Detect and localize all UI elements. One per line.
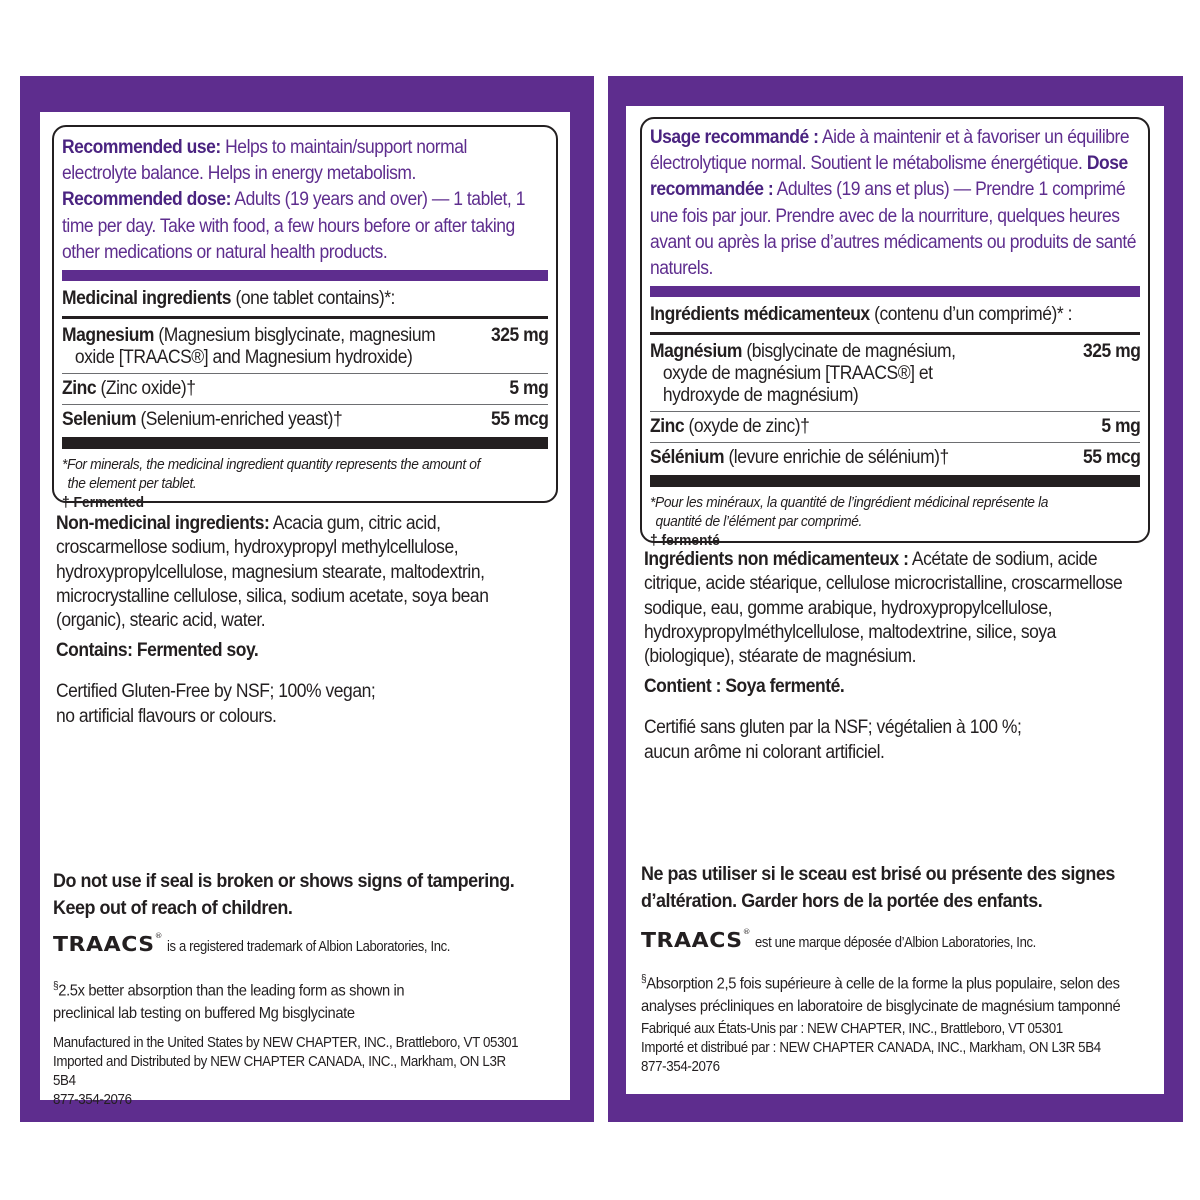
french-label-content — [626, 106, 1164, 1094]
ingredient-source: (Magnesium bisglycinate, magnesium — [154, 325, 436, 347]
english-recommended-use — [62, 135, 545, 266]
trademark-notice — [641, 928, 1067, 952]
heading-rule — [650, 332, 1140, 335]
claim-line: analyses précliniques en laboratoire de bisglycinate de magnésium tamponné — [641, 997, 1121, 1015]
logo-text: TRAACS — [53, 932, 155, 956]
claim-line: preclinical lab testing on buffered Mg bisglycinate — [53, 1004, 355, 1022]
ingredient-source: (oxyde de zinc)† — [684, 416, 810, 438]
table-bottom-rule — [650, 475, 1140, 487]
ingredient-row-zinc — [650, 414, 1140, 440]
fermented-note: † fermenté — [650, 532, 720, 550]
non-medicinal-label: Ingrédients non médicamenteux : — [644, 549, 909, 570]
table-bottom-rule — [62, 437, 548, 449]
certification-statement — [644, 716, 1021, 765]
ingredient-name: Sélénium — [650, 447, 725, 469]
footnote-line: quantité de l’élément par comprimé. — [655, 513, 863, 531]
english-label-panel — [20, 76, 594, 1122]
ingredient-source: (levure enrichie de sélénium)† — [724, 447, 949, 469]
medicinal-heading-bold: Ingrédients médicamenteux — [650, 304, 870, 326]
ingredient-amount: 325 mg — [1082, 341, 1140, 363]
manufacturer-info — [53, 1034, 529, 1110]
traacs-logo — [641, 928, 751, 952]
warning-line: Keep out of reach of children. — [53, 897, 293, 919]
medicinal-ingredients-heading — [62, 287, 545, 311]
medicinal-heading-bold: Medicinal ingredients — [62, 288, 232, 310]
french-non-medicinal-ingredients — [644, 548, 1141, 669]
phone-number: 877-354-2076 — [53, 1092, 132, 1108]
trademark-text: est une marque déposée d’Albion Laboratories, Inc. — [754, 935, 1036, 951]
warning-line: Ne pas utiliser si le sceau est brisé ou présente des signes — [641, 863, 1115, 885]
distributor-line: Importé et distribué par : NEW CHAPTER CANADA, INC., Markham, ON L3R 5B4 — [641, 1040, 1101, 1056]
absorption-claim — [641, 968, 1120, 1018]
mineral-footnote — [62, 455, 545, 493]
ingredient-name: Zinc — [62, 378, 97, 400]
row-divider — [62, 404, 548, 405]
absorption-claim — [53, 975, 404, 1025]
traacs-logo — [53, 932, 163, 956]
medicinal-heading-rest: (contenu d’un comprimé)* : — [869, 304, 1072, 326]
english-label-content — [40, 112, 570, 1108]
manufacturer-info — [641, 1020, 1101, 1077]
medicinal-heading-rest: (one tablet contains)*: — [231, 288, 395, 310]
english-directions-box — [52, 125, 558, 512]
purple-divider — [650, 286, 1140, 297]
claim-line: Absorption 2,5 fois supérieure à celle de la forme la plus populaire, selon des — [646, 975, 1120, 993]
ingredient-row-selenium — [62, 407, 548, 433]
recommended-dose-label: Dose recommandée : — [650, 153, 1128, 201]
purple-divider — [62, 270, 548, 281]
recommended-use-text: Aide à maintenir et à favoriser un équilibre électrolytique normal. Soutient le métabolisme énergétique. — [650, 127, 1130, 175]
footnote-line: the element per tablet. — [67, 475, 197, 493]
french-directions-box — [640, 117, 1150, 550]
medicinal-ingredients-heading — [650, 303, 1137, 327]
ingredient-row-magnesium — [62, 323, 548, 371]
safety-warning — [641, 861, 1115, 915]
fermented-note: † Fermented — [62, 494, 145, 512]
mineral-footnote — [650, 493, 1137, 531]
registered-mark: ® — [742, 928, 751, 936]
logo-text: TRAACS — [641, 928, 743, 952]
french-label-panel — [608, 76, 1183, 1122]
manufacturer-line: Manufactured in the United States by NEW CHAPTER, INC., Brattleboro, VT 05301 — [53, 1035, 519, 1051]
ingredient-row-selenium — [650, 445, 1140, 471]
heading-rule — [62, 316, 548, 319]
row-divider — [650, 411, 1140, 412]
trademark-notice — [53, 932, 481, 956]
footnote-line: *For minerals, the medicinal ingredient quantity represents the amount of — [62, 456, 481, 474]
non-medicinal-label: Non-medicinal ingredients: — [56, 513, 270, 534]
row-divider — [650, 442, 1140, 443]
recommended-use-label: Recommended use: — [62, 137, 221, 158]
ingredient-name: Zinc — [650, 416, 685, 438]
ingredient-source-cont: oxide [TRAACS®] and Magnesium hydroxide) — [74, 347, 413, 369]
allergen-statement: Contient : Soya fermenté. — [644, 676, 845, 697]
warning-line: d’altération. Garder hors de la portée des enfants. — [641, 890, 1043, 912]
ingredient-source-cont: oxyde de magnésium [TRAACS®] et — [662, 363, 933, 385]
ingredient-amount: 55 mcg — [490, 409, 548, 431]
french-recommended-use — [650, 125, 1137, 282]
ingredient-row-magnesium — [650, 339, 1140, 409]
allergen-statement: Contains: Fermented soy. — [56, 640, 259, 661]
certification-line: no artificial flavours or colours. — [56, 705, 277, 727]
certification-line: Certified Gluten-Free by NSF; 100% vegan; — [56, 681, 376, 702]
certification-statement — [56, 680, 375, 729]
non-medicinal-text: Acétate de sodium, acide citrique, acide stéarique, cellulose microcristalline, croscarmellose sodique, eau, gomme arabique, hydroxypropylcellulose, hydroxypropylméthylcellulose, maltodextrine, silice, soya (biologique), stéarate de magnésium. — [644, 549, 1123, 668]
ingredient-source-cont: hydroxyde de magnésium) — [662, 385, 859, 407]
certification-line: aucun arôme ni colorant artificiel. — [644, 741, 885, 763]
ingredient-source: (bisglycinate de magnésium, — [742, 341, 956, 363]
ingredient-name: Magnésium — [650, 341, 743, 363]
section-mark: § — [53, 980, 59, 992]
ingredient-row-zinc — [62, 376, 548, 402]
phone-number: 877-354-2076 — [641, 1059, 720, 1075]
ingredient-amount: 5 mg — [509, 378, 548, 400]
claim-line: 2.5x better absorption than the leading form as shown in — [58, 982, 405, 1000]
distributor-line: Imported and Distributed by NEW CHAPTER CANADA, INC., Markham, ON L3R 5B4 — [53, 1054, 506, 1089]
recommended-dose-text: Adultes (19 ans et plus) — Prendre 1 comprimé une fois par jour. Prendre avec de la nourriture, quelques heures avant ou après la prise d’autres médicaments ou produits de santé naturels. — [650, 179, 1137, 280]
recommended-use-text: Helps to maintain/support normal electrolyte balance. Helps in energy metabolism. — [62, 137, 467, 185]
certification-line: Certifié sans gluten par la NSF; végétalien à 100 %; — [644, 717, 1022, 738]
non-medicinal-text: Acacia gum, citric acid, croscarmellose sodium, hydroxypropyl methylcellulose, hydroxypropylcellulose, magnesium stearate, maltodextrin, microcrystalline cellulose, silica, sodium acetate, soya bean (organic), stearic acid, water. — [56, 513, 489, 632]
ingredient-amount: 325 mg — [490, 325, 548, 347]
ingredient-source: (Selenium-enriched yeast)† — [136, 409, 343, 431]
safety-warning — [53, 868, 514, 922]
warning-line: Do not use if seal is broken or shows signs of tampering. — [53, 870, 515, 892]
ingredient-name: Magnesium — [62, 325, 155, 347]
ingredient-amount: 55 mcg — [1082, 447, 1140, 469]
manufacturer-line: Fabriqué aux États-Unis par : NEW CHAPTER, INC., Brattleboro, VT 05301 — [641, 1021, 1063, 1037]
ingredient-amount: 5 mg — [1101, 416, 1140, 438]
ingredient-source: (Zinc oxide)† — [96, 378, 196, 400]
row-divider — [62, 373, 548, 374]
english-non-medicinal-ingredients — [56, 512, 498, 633]
recommended-dose-label: Recommended dose: — [62, 189, 231, 211]
recommended-use-label: Usage recommandé : — [650, 127, 819, 148]
footnote-line: *Pour les minéraux, la quantité de l’ingrédient médicinal représente la — [650, 494, 1049, 512]
recommended-dose-text: Adults (19 years and over) — 1 tablet, 1 time per day. Take with food, a few hours before or after taking other medications or natural health products. — [62, 189, 525, 263]
registered-mark: ® — [154, 932, 163, 940]
trademark-text: is a registered trademark of Albion Laboratories, Inc. — [166, 939, 451, 955]
ingredient-name: Selenium — [62, 409, 137, 431]
section-mark: § — [641, 973, 647, 985]
